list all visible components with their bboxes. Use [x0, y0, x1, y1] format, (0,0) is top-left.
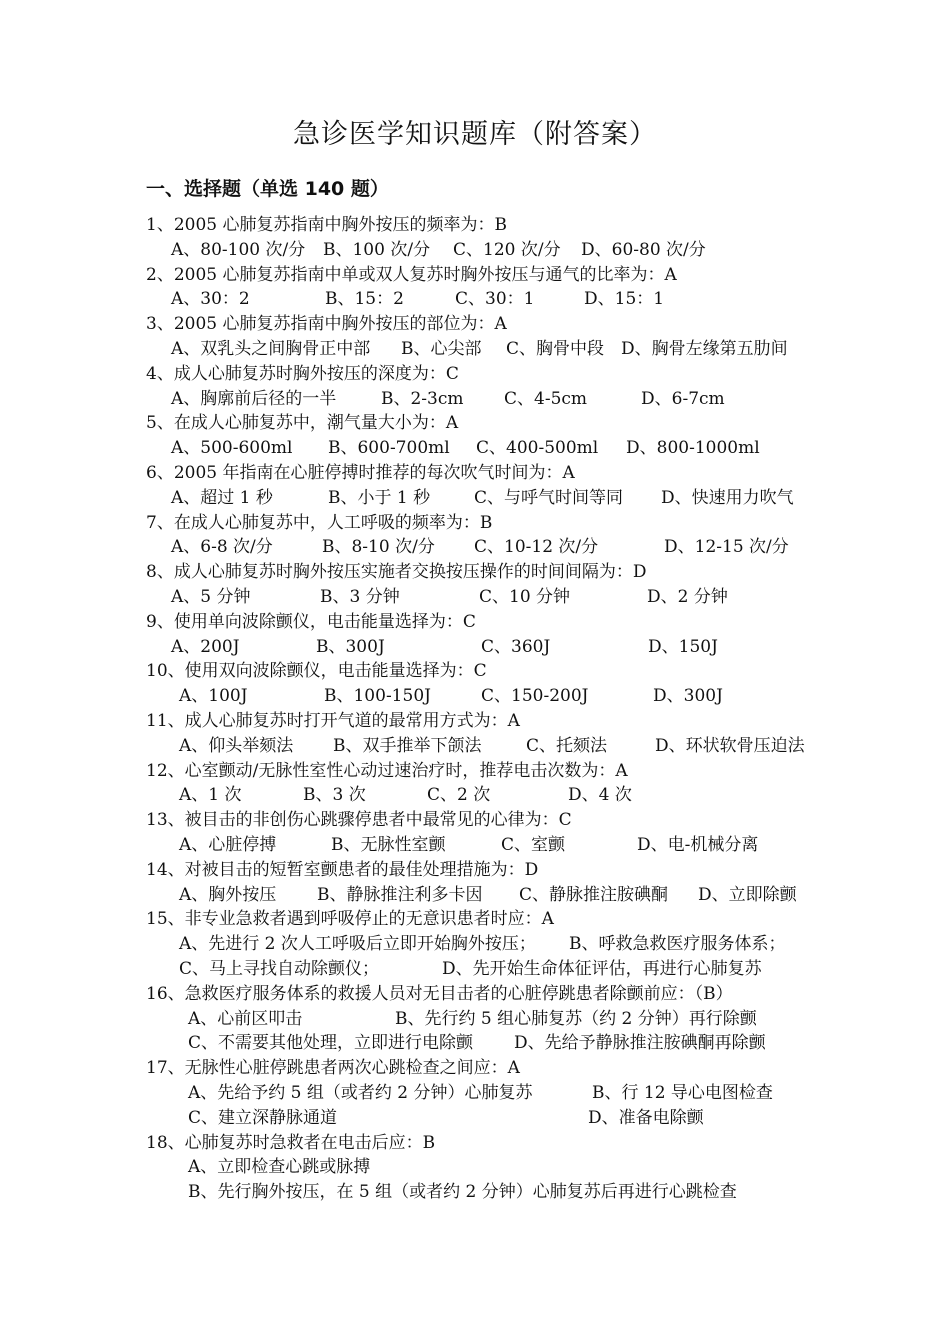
- answer-option: C、400-500ml: [476, 438, 599, 459]
- answer-option: A、超过 1 秒: [171, 487, 273, 508]
- answer-option: A、胸外按压: [179, 884, 277, 905]
- answer-option: D、800-1000ml: [626, 438, 760, 459]
- answer-option: A、胸廓前后径的一半: [171, 388, 337, 409]
- answer-option: C、150-200J: [481, 686, 589, 707]
- answer-option: A、6-8 次/分: [171, 537, 273, 558]
- answer-option: B、100-150J: [324, 686, 431, 707]
- answer-option: A、100J: [179, 686, 248, 707]
- answer-option: D、胸骨左缘第五肋间: [621, 339, 788, 359]
- answer-option: C、马上寻找自动除颤仪；: [179, 959, 380, 979]
- question-stem: 4、成人心肺复苏时胸外按压的深度为：C: [146, 363, 459, 384]
- question-stem: 7、在成人心肺复苏中，人工呼吸的频率为：B: [146, 512, 493, 533]
- answer-option: D、环状软骨压迫法: [655, 735, 805, 756]
- question-stem: 1、2005 心肺复苏指南中胸外按压的频率为：B: [146, 215, 507, 235]
- answer-option: C、与呼气时间等同: [474, 487, 624, 508]
- answer-option: C、托颏法: [526, 735, 608, 756]
- answer-option: D、准备电除颤: [588, 1107, 704, 1128]
- answer-option: A、先进行 2 次人工呼吸后立即开始胸外按压；: [179, 934, 536, 955]
- answer-option: D、6-7cm: [641, 388, 725, 409]
- question-stem: 9、使用单向波除颤仪，电击能量选择为：C: [146, 611, 476, 632]
- answer-option: B、8-10 次/分: [322, 537, 435, 558]
- question-stem: 16、急救医疗服务体系的救援人员对无目击者的心脏停跳患者除颤前应：（B）: [146, 983, 733, 1004]
- answer-option: C、不需要其他处理，立即进行电除颤: [188, 1033, 474, 1054]
- answer-option: B、100 次/分: [323, 239, 431, 260]
- answer-option: A、500-600ml: [171, 438, 293, 459]
- answer-option: C、4-5cm: [504, 388, 588, 409]
- answer-option: A、5 分钟: [171, 587, 251, 607]
- answer-option: C、静脉推注胺碘酮: [519, 884, 669, 905]
- question-stem: 6、2005 年指南在心脏停搏时推荐的每次吹气时间为：A: [146, 463, 575, 483]
- answer-option: B、2-3cm: [381, 388, 464, 409]
- answer-option: C、2 次: [427, 785, 491, 806]
- section-heading: 一、选择题（单选 140 题）: [146, 178, 389, 200]
- question-stem: 13、被目击的非创伤心跳骤停患者中最常见的心律为：C: [146, 810, 572, 831]
- answer-option: D、300J: [653, 686, 723, 707]
- question-stem: 8、成人心肺复苏时胸外按压实施者交换按压操作的时间间隔为：D: [146, 562, 647, 583]
- answer-option: B、静脉推注利多卡因: [317, 884, 483, 905]
- answer-option: C、室颤: [501, 835, 566, 855]
- answer-option: B、300J: [316, 636, 385, 657]
- question-stem: 11、成人心肺复苏时打开气道的最常用方式为：A: [146, 711, 520, 731]
- question-stem: 2、2005 心肺复苏指南中单或双人复苏时胸外按压与通气的比率为：A: [146, 264, 677, 285]
- answer-option: A、先给予约 5 组（或者约 2 分钟）心肺复苏: [188, 1083, 533, 1103]
- answer-option: B、600-700ml: [328, 438, 450, 459]
- answer-option: A、30：2: [171, 289, 250, 310]
- answer-option: B、心尖部: [401, 339, 482, 359]
- answer-option: C、360J: [481, 636, 551, 657]
- question-stem: 10、使用双向波除颤仪，电击能量选择为：C: [146, 661, 487, 682]
- answer-option: D、快速用力吹气: [661, 487, 794, 508]
- answer-option: B、先行约 5 组心肺复苏（约 2 分钟）再行除颤: [395, 1008, 757, 1029]
- question-stem: 15、非专业急救者遇到呼吸停止的无意识患者时应：A: [146, 909, 554, 930]
- answer-option: D、60-80 次/分: [581, 239, 706, 260]
- question-stem: 18、心肺复苏时急救者在电击后应：B: [146, 1132, 436, 1153]
- question-stem: 5、在成人心肺复苏中，潮气量大小为：A: [146, 413, 459, 434]
- answer-option: A、200J: [171, 636, 240, 657]
- answer-option: B、15：2: [325, 289, 404, 310]
- question-stem: 14、对被目击的短暂室颤患者的最佳处理措施为：D: [146, 859, 539, 880]
- answer-option: A、心前区叩击: [188, 1008, 303, 1029]
- answer-option: D、先给予静脉推注胺碘酮再除颤: [514, 1033, 766, 1054]
- answer-option: D、2 分钟: [647, 587, 728, 607]
- answer-option: A、立即检查心跳或脉搏: [188, 1157, 371, 1178]
- answer-option: A、心脏停搏: [179, 835, 277, 855]
- answer-option: D、立即除颤: [698, 884, 797, 905]
- answer-option: A、仰头举颏法: [179, 735, 294, 756]
- answer-option: B、双手推举下颌法: [333, 735, 482, 756]
- answer-option: A、1 次: [179, 785, 242, 806]
- question-stem: 17、无脉性心脏停跳患者两次心跳检查之间应：A: [146, 1058, 520, 1079]
- answer-option: B、先行胸外按压，在 5 组（或者约 2 分钟）心肺复苏后再进行心跳检查: [188, 1182, 737, 1203]
- question-stem: 12、心室颤动/无脉性室性心动过速治疗时，推荐电击次数为：A: [146, 760, 628, 781]
- answer-option: B、行 12 导心电图检查: [592, 1083, 773, 1103]
- answer-option: B、无脉性室颤: [331, 835, 446, 855]
- answer-option: A、80-100 次/分: [171, 239, 306, 260]
- answer-option: D、12-15 次/分: [664, 537, 789, 558]
- answer-option: B、3 分钟: [320, 587, 400, 607]
- answer-option: C、建立深静脉通道: [188, 1107, 338, 1128]
- answer-option: D、4 次: [568, 785, 632, 806]
- answer-option: C、10-12 次/分: [474, 537, 599, 558]
- answer-option: C、胸骨中段: [506, 339, 605, 359]
- answer-option: C、120 次/分: [453, 239, 561, 260]
- answer-option: C、10 分钟: [479, 587, 571, 607]
- answer-option: B、呼救急救医疗服务体系；: [569, 934, 786, 955]
- answer-option: D、先开始生命体征评估，再进行心肺复苏: [442, 959, 762, 979]
- answer-option: D、电-机械分离: [637, 835, 759, 855]
- answer-option: D、15：1: [584, 289, 665, 310]
- answer-option: B、小于 1 秒: [328, 487, 431, 508]
- answer-option: A、双乳头之间胸骨正中部: [171, 339, 371, 359]
- page-title: 急诊医学知识题库（附答案）: [293, 119, 657, 150]
- answer-option: C、30：1: [455, 289, 535, 310]
- answer-option: D、150J: [648, 636, 718, 657]
- question-stem: 3、2005 心肺复苏指南中胸外按压的部位为：A: [146, 314, 507, 335]
- answer-option: B、3 次: [303, 785, 366, 806]
